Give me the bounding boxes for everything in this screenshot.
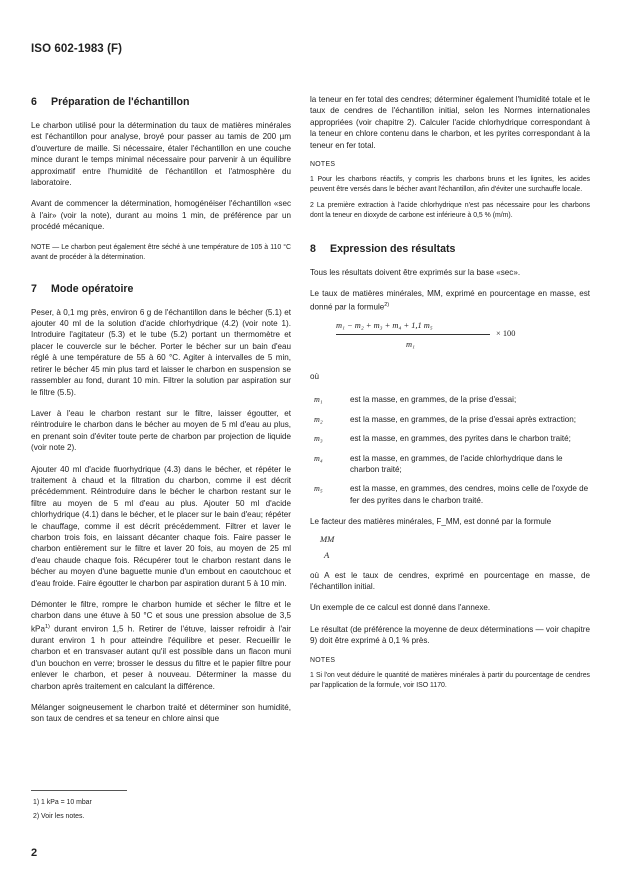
definition-item: [310, 433, 590, 444]
section-7-title: Mode opératoire: [51, 282, 134, 295]
section-8-paragraph-5: Un exemple de ce calcul est donné dans l'annexe.: [310, 603, 491, 613]
definition-symbol: m₁: [314, 395, 323, 405]
page-number: 2: [31, 847, 38, 859]
factor-numerator: MM: [320, 533, 335, 544]
section-7-notes-label: NOTES: [310, 161, 336, 169]
section-6-paragraph-2: Avant de commencer la détermination, homogénéiser l'échantillon «sec à l'air» (voir la note), durant au moins 1 min, de préférence par un procédé mécanique.: [31, 199, 291, 232]
definition-item: [310, 453, 590, 476]
footnote-ref-1: 1): [44, 623, 50, 630]
right-column: [310, 94, 590, 697]
variable-definitions: [310, 394, 590, 506]
definition-symbol: m₃: [314, 434, 323, 444]
footnote-2: 2) Voir les notes.: [33, 813, 85, 820]
section-7-paragraph-2: Laver à l'eau le charbon restant sur le filtre, laisser égoutter, et réintroduire le charbon dans le bécher au moyen de 5 ml d'eau au plus, en prenant soin d'éviter toute perte de charbon par projection de liquide (voir note 2).: [31, 408, 291, 453]
section-8-paragraph-3: Le facteur des matières minérales, F_MM, est donné par la formule: [310, 517, 552, 527]
section-8-paragraph-6: Le résultat (de préférence la moyenne de deux déterminations — voir chapitre 9) doit être exprimé à 0,1 % près.: [310, 624, 590, 646]
footnote-divider: [31, 790, 127, 791]
section-6-note: NOTE — Le charbon peut également être séché à une température de 105 à 110 °C avant de procéder à la détermination.: [31, 243, 291, 261]
section-7-paragraph-1: Peser, à 0,1 mg près, environ 6 g de l'échantillon dans le bécher (5.1) et ajouter 40 ml de la solution d'acide chlorhydrique (4.2) (voir note 1). Introduire l'agitateur (5.3) et le tube (5.2) portant un thermomètre et placer le couvercle sur le bécher. Porter le bécher sur un bain d'eau réglé à une température de 55 à 60 °C. Agiter à intervalles de 5 min, retirer le bécher 45 min plus tard et laisser le charbon en suspension se rassembler au fond, durant 10 min. Filtrer la solution par aspiration sur le filtre (5.5).: [31, 307, 291, 397]
left-column: [31, 96, 291, 735]
definition-symbol: m₄: [314, 453, 323, 463]
section-7-number: 7: [31, 282, 37, 295]
definition-text: est la masse, en grammes, des pyrites dans le charbon traité;: [350, 434, 571, 444]
section-6-number: 6: [31, 96, 37, 108]
definition-text: est la masse, en grammes, de l'acide chlorhydrique dans le charbon traité;: [350, 453, 563, 474]
section-8-paragraph-2: [310, 288, 590, 313]
section-7-note-1: 1 Pour les charbons réactifs, y compris les charbons bruns et les lignites, les acides peuvent être versés dans le bécher avant l'échantillon, afin d'éviter une surchauffe locale.: [310, 176, 590, 194]
definition-item: [310, 414, 590, 425]
section-8-p2-text: Le taux de matières minérales, MM, exprimé en pourcentage en masse, est donné par la formule: [310, 289, 590, 312]
section-8-notes-label: NOTES: [310, 656, 336, 664]
section-7-note-2: 2 La première extraction à l'acide chlorhydrique n'est pas nécessaire pour les charbons dont la teneur en dioxyde de carbone est inférieure à 0,5 % (m/m).: [310, 202, 590, 220]
definition-symbol: m₂: [314, 414, 323, 424]
formula-numerator: m₁ − m₂ + m₃ + m₄ + 1,1 m₅: [336, 320, 433, 330]
definition-symbol: m₅: [314, 484, 323, 494]
section-7-paragraph-5: Mélanger soigneusement le charbon traité et déterminer son humidité, son taux de cendres et sa teneur en chlore ainsi que: [31, 702, 291, 724]
section-6-paragraph-1: Le charbon utilisé pour la détermination du taux de matières minérales est l'échantillon pour analyse, broyé pour passer au tamis de 200 µm d'ouverture de maille. Si nécessaire, étaler l'échantillon en une couche mince durant le temps minimal nécessaire pour parvenir à un équilibre approximatif entre l'humidité de l'échantillon et l'atmosphère du laboratoire.: [31, 121, 291, 188]
section-7-heading: [31, 283, 291, 295]
document-header: ISO 602-1983 (F): [31, 43, 123, 55]
section-8-paragraph-1: Tous les résultats doivent être exprimés sur la base «sec».: [310, 268, 521, 278]
footnote-ref-2: 2): [384, 301, 390, 308]
section-7-p4-end: durant environ 1,5 h. Retirer de l'étuve, laisser refroidir à l'air durant environ 1 h pour atteindre l'équilibre et peser. Recueillir le charbon et en transvaser autant qu'il est possible dans un flacon muni d'un bouchon en verre; brosser le dessus du filtre et le papier filtre pour enlever le charbon, et peser à nouveau. Déterminer la masse du charbon après traitement en calculant la différence.: [31, 624, 291, 691]
section-8-number: 8: [310, 243, 316, 256]
section-8-paragraph-4: où A est le taux de cendres, exprimé en pourcentage en masse, de l'échantillon initial.: [310, 570, 590, 591]
section-7-p4-start: Démonter le filtre, rompre le charbon humide et sécher le filtre et le charbon dans une étuve à 50 °C et sous une pression absolue de 3,5 kPa: [31, 600, 291, 634]
section-7-paragraph-3: Ajouter 40 ml d'acide fluorhydrique (4.3) dans le bécher, et répéter le traitement à chaud et la filtration du charbon, comme il est décrit précédemment. Réintroduire dans le bécher le charbon restant sur le filtre au moyen de 5 ml d'eau au plus. Ajouter 50 ml d'acide chlorhydrique (4.1) dans le bécher, et le placer sur le bain d'eau; répéter le chauffage, comme il est décrit précédemment. Filtrer et laver le charbon trois fois, en laissant décanter chaque fois. Faire passer le charbon entièrement sur le filtre et laver 20 fois, au moyen de 25 ml d'eau chaude chaque fois. Récupérer tout le charbon restant dans le bécher au moyen d'une baguette munie d'un embout en caoutchouc et d'eau froide. Faire égoutter le charbon par aspiration durant 5 à 10 min.: [31, 464, 291, 588]
footnote-1: 1) 1 kPa = 10 mbar: [33, 799, 92, 806]
definition-text: est la masse, en grammes, de la prise d'essai après extraction;: [350, 414, 577, 424]
formula-multiplier: × 100: [496, 328, 516, 338]
mineral-factor-formula: [320, 534, 590, 564]
definition-item: [310, 483, 590, 506]
definition-text: est la masse, en grammes, des cendres, moins celle de l'oxyde de fer des pyrites dans le charbon traité.: [350, 484, 589, 505]
mineral-matter-formula: [310, 321, 590, 367]
section-8-note-1: 1 Si l'on veut déduire le quantité de matières minérales à partir du pourcentage de cendres par l'application de la formule, voir ISO 1170.: [310, 671, 590, 689]
factor-denominator: A: [324, 549, 330, 560]
formula-where-label: où: [310, 371, 320, 381]
definition-text: est la masse, en grammes, de la prise d'essai;: [350, 395, 517, 405]
footnotes: [33, 796, 92, 824]
section-6-heading: [31, 96, 291, 108]
definition-item: [310, 394, 590, 405]
section-6-title: Préparation de l'échantillon: [51, 96, 190, 108]
formula-denominator: m₁: [406, 339, 415, 349]
section-7-continuation: la teneur en fer total des cendres; déterminer également l'humidité totale et le taux de cendres de l'échantillon initial, selon les Normes internationales appropriées (voir chapitre 2). Calculer l'acide chlorhydrique correspondant à la teneur en chlore contenu dans le charbon, et les pyrites correspondant à la teneur en fer total.: [310, 95, 590, 150]
section-8-title: Expression des résultats: [330, 243, 456, 256]
section-8-heading: [310, 243, 590, 255]
section-7-paragraph-4: [31, 599, 291, 692]
formula-fraction-bar: [336, 334, 490, 335]
